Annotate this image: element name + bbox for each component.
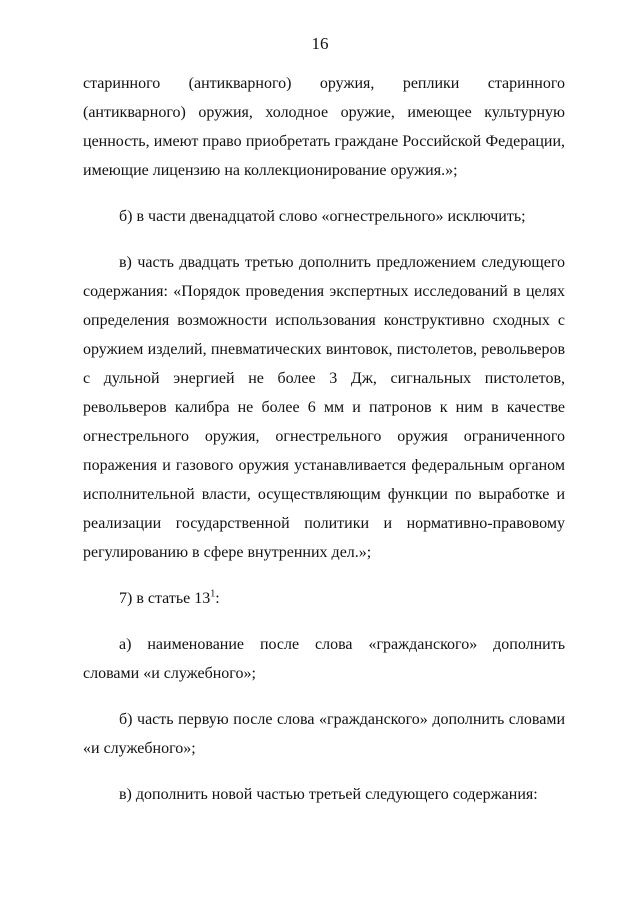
document-body (83, 69, 565, 809)
paragraph-item-v-new-part-three: в) дополнить новой частью третьей следующего содержания: (119, 786, 538, 803)
paragraph-item-b-part-twelve: б) в части двенадцатой слово «огнестрельного» исключить; (119, 208, 526, 225)
article-superscript: 1 (210, 588, 216, 600)
article-reference: 7) в статье 13 (119, 590, 211, 607)
paragraph-article-heading (83, 584, 565, 613)
paragraph-continuation: старинного (антикварного) оружия, реплики старинного (антикварного) оружия, холодное оружие, имеющее культурную ценность, имеют право приобретать граждане Российской Федерации, имеющие лицензию на коллекционирование оружия.»; (83, 75, 565, 179)
article-colon: : (215, 590, 220, 607)
paragraph-item-a-title: а) наименование после слова «гражданского» дополнить словами «и служебного»; (83, 636, 565, 682)
paragraph-item-v-part-twenty-three: в) часть двадцать третью дополнить предложением следующего содержания: «Порядок проведения экспертных исследований в целях определения возможности использования конструктивно сходных с оружием изделий, пневматических винтовок, пистолетов, револьверов с дульной энергией не более 3 Дж, сигнальных пистолетов, револьверов калибра не более 6 мм и патронов к ним в качестве огнестрельного оружия, огнестрельного оружия ограниченного поражения и газового оружия устанавливается федеральным органом исполнительной власти, осуществляющим функции по выработке и реализации государственной политики и нормативно-правовому регулированию в сфере внутренних дел.»; (83, 254, 565, 561)
page-number: 16 (311, 34, 329, 53)
paragraph-item-b-part-one: б) часть первую после слова «гражданского» дополнить словами «и служебного»; (83, 711, 565, 757)
